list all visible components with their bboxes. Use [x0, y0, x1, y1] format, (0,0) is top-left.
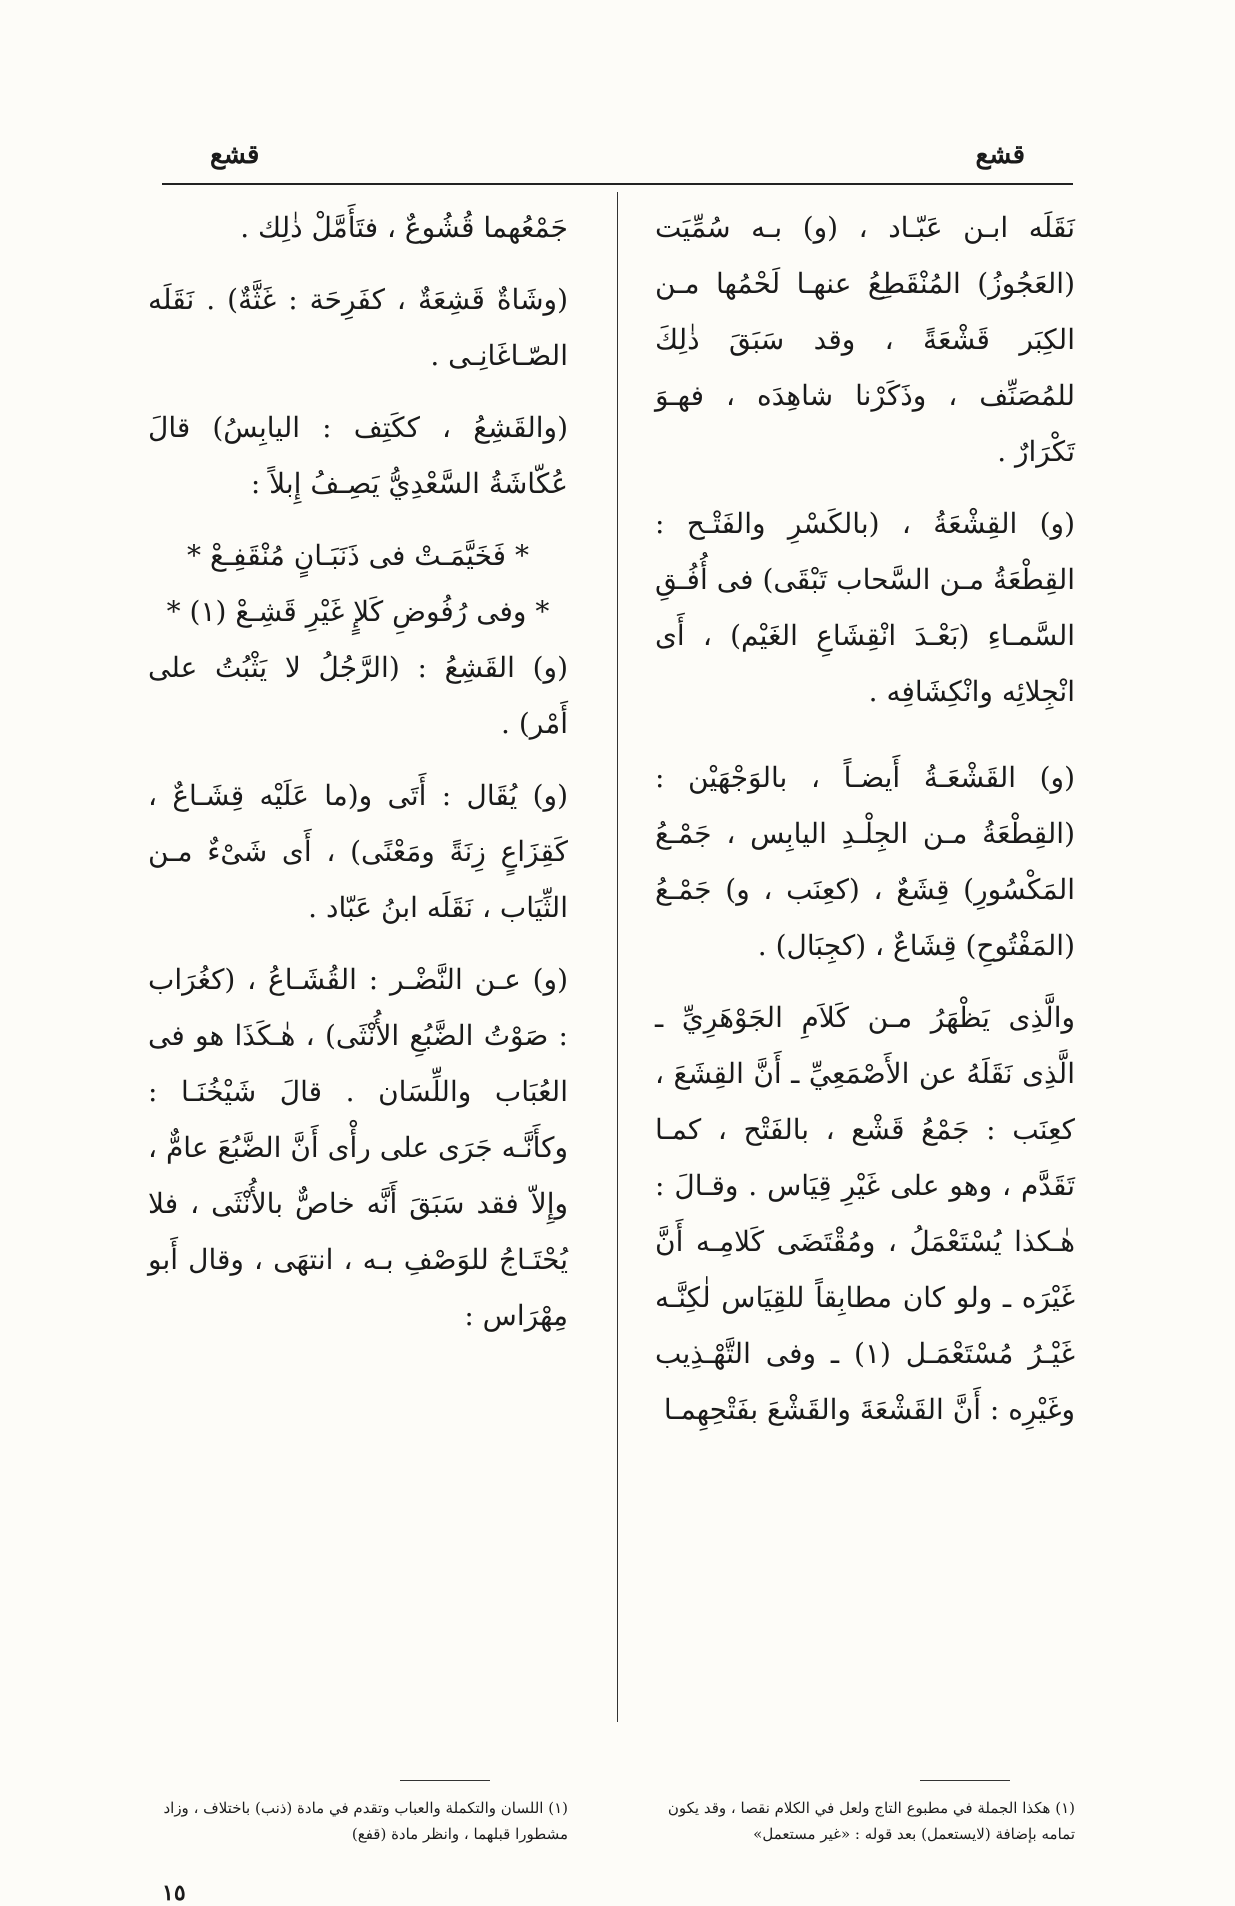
footnote-rule-left — [400, 1780, 490, 1781]
right-column — [655, 200, 1075, 1454]
footnote-right: (١) هكذا الجملة في مطبوع التاج ولعل في الكلام نقصا ، وقد يكون تمامه بإضافة (لايستعمل) بعد قوله : «غير مستعمل» — [667, 1799, 1075, 1843]
verse-line: * وفى رُفُوضِ كَلإٍ غَيْرِ قَشِـعْ (١) * — [166, 595, 550, 628]
verse-line: * فَخَيَّمَـتْ فى ذَنَبَـانٍ مُنْقَفِـعْ * — [187, 539, 529, 572]
column-divider — [617, 192, 618, 1722]
paragraph: (و) القَشْعَـةُ أَيضـاً ، بالوَجْهَيْن : (القِطْعَةُ مـن الجِلْـدِ اليابِس ، جَمْـعُ المَكْسُورِ) قِشَعٌ ، (كعِنَب ، و) جَمْـعُ (المَفْتُوحِ) قِشَاعٌ ، (كجِبَال) . — [655, 761, 1075, 962]
paragraph: (وشَاةٌ قَشِعَةٌ ، كفَرِحَة : غَثَّةٌ) . نَقَلَه الصّـاغَانِـى . — [148, 283, 568, 372]
footnote-rule-right — [920, 1780, 1010, 1781]
paragraph: نَقَلَه ابـن عَبّـاد ، (و) بـه سُمِّيَت (العَجُوزُ) المُنْقَطِعُ عنهـا لَحْمُها مـن الكِبَر قَشْعَةً ، وقد سَبَقَ ذٰلِكَ للمُصَنِّف ، وذَكَرْنا شاهِدَه ، فهـوَ تَكْرَارٌ . — [655, 211, 1075, 468]
paragraph: (و) عـن النَّضْـر : القُشَـاعُ ، (كغُرَاب : صَوْتُ الضَّبُعِ الأُنْثَى) ، هٰـكَذَا هو فى العُبَاب واللِّسَان . قالَ شَيْخُنَـا : وكأَنَّـه جَرَى على رأْى أَنَّ الضَّبُعَ عامٌّ ، وإِلاّ فقد سَبَقَ أَنَّه خاصٌّ بالأُنْثَى ، فلا يُحْتَـاجُ للوَصْفِ بـه ، انتهَى ، وقال أَبو مِهْرَاس : — [148, 963, 568, 1332]
paragraph: (و) القِشْعَةُ ، (بالكَسْرِ والفَتْـح : القِطْعَةُ مـن السَّحاب تَبْقَى) فى أُفُـقِ السَّمـاءِ (بَعْـدَ انْقِشَاعِ الغَيْم) ، أَى انْجِلائِه وانْكِشَافِه . — [655, 507, 1075, 708]
paragraph: (و) يُقَال : أَتَى و(ما عَلَيْه قِشَـاعٌ ، كَقِزَاعٍ زِنَةً ومَعْنًى) ، أَى شَىْءٌ مـن الثِّيَاب ، نَقَلَه ابنُ عَبّاد . — [148, 779, 568, 924]
running-head-left: قشع — [210, 140, 260, 170]
footnote-left: (١) اللسان والتكملة والعباب وتقدم في مادة (ذنب) باختلاف ، وزاد مشطورا قبلهما ، وانظر مادة (قفع) — [163, 1799, 568, 1843]
running-head-right: قشع — [975, 140, 1025, 170]
header-rule — [162, 183, 1073, 185]
left-column — [148, 200, 568, 1360]
paragraph: (والقَشِعُ ، ككَتِف : اليابِسُ) قالَ عُكّاشَةُ السَّعْدِيُّ يَصِـفُ إِبلاً : — [148, 411, 568, 500]
paragraph: جَمْعُهما قُشُوعٌ ، فتَأَمَّلْ ذٰلِك . — [240, 211, 568, 244]
page-number: ١٥ — [162, 1880, 186, 1906]
paragraph: (و) القَشِعُ : (الرَّجُلُ لا يَثْبُتُ على أَمْر) . — [148, 651, 568, 740]
paragraph: والَّذِى يَظْهَرُ مـن كَلاَمِ الجَوْهَرِيِّ ـ الَّذِى نَقَلَهُ عن الأَصْمَعِيِّ ـ أَنَّ القِشَعَ ، كعِنَب : جَمْعُ قَشْع ، بالفَتْح ، كمـا تَقَدَّم ، وهو على غَيْرِ قِيَاس . وقـالَ : هٰـكذا يُسْتَعْمَلُ ، ومُقْتَضَى كَلامِـه أَنَّ غَيْرَه ـ ولو كان مطابِقاً للقِيَاس لٰكِنَّـه غَيْـرُ مُسْتَعْمَـل (١) ـ وفى التَّهْـذِيب وغَيْرِه : أَنَّ القَشْعَةَ والقَشْعَ بفَتْحِهِمـا — [655, 1001, 1075, 1426]
